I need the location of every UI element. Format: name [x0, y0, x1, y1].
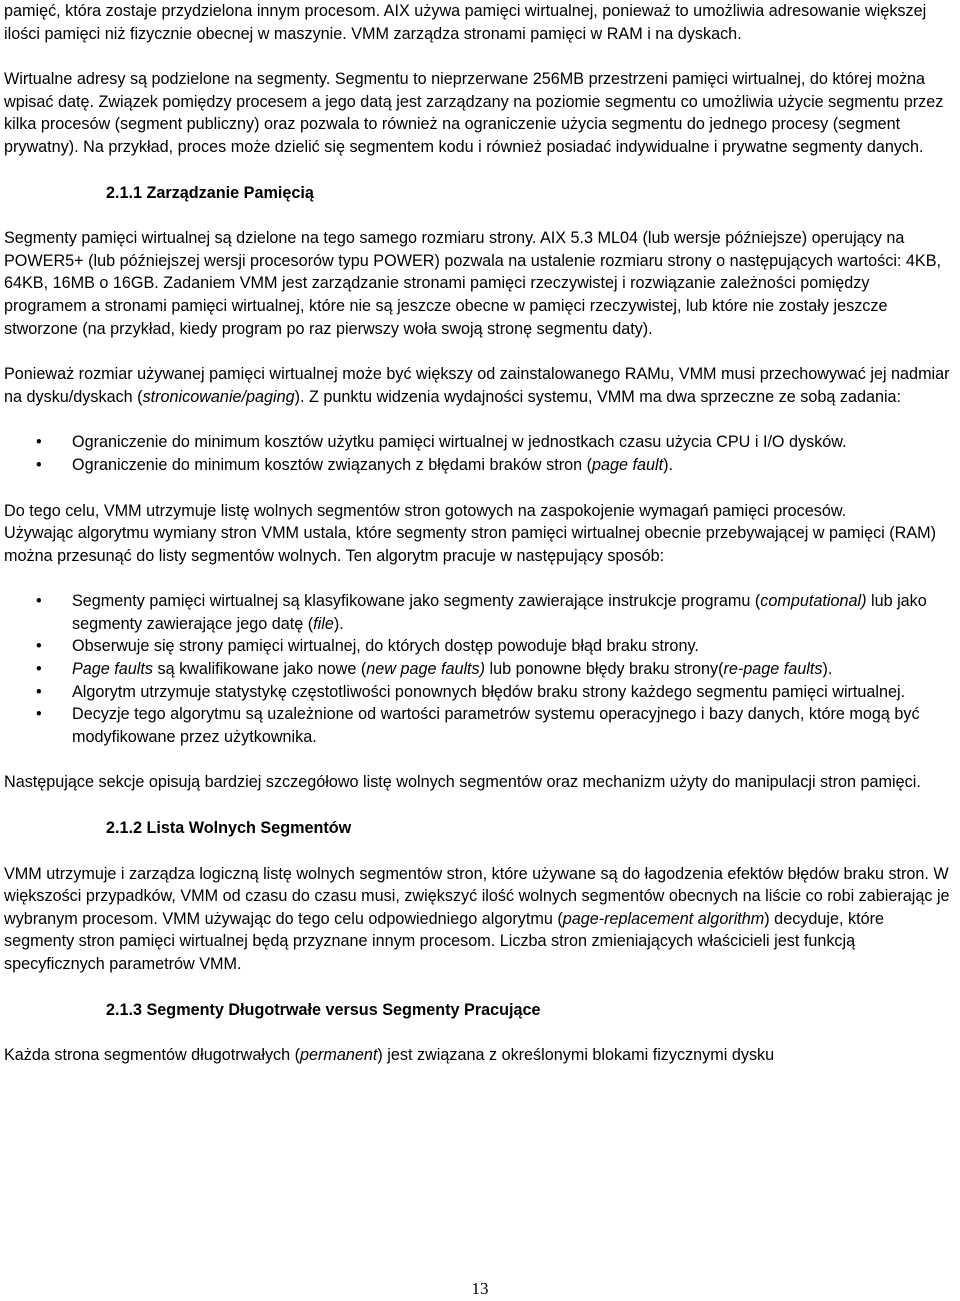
paragraph-permanent-segments: [4, 1044, 956, 1067]
list-item: [4, 681, 956, 704]
page-number: 13: [471, 1279, 489, 1298]
bullet-icon: •: [36, 433, 42, 452]
text-run: ). Z punktu widzenia wydajności systemu, VMM ma dwa sprzeczne ze sobą zadania:: [294, 387, 902, 406]
bullet-icon: •: [36, 682, 42, 701]
list-item: [4, 454, 956, 477]
text-run: Obserwuje się strony pamięci wirtualnej, do których dostęp powoduje błąd braku strony.: [72, 637, 699, 656]
list-item: [4, 658, 956, 681]
heading-2-1-3: 2.1.3 Segmenty Długotrwałe versus Segmenty Pracujące: [106, 1000, 541, 1019]
text-run: Ponieważ rozmiar używanej pamięci wirtualnej może być większy od zainstalowanego RAMu, VMM musi przechowywać jej nadmiar na dysku/dyskach (: [4, 365, 950, 406]
paragraph-next-sections: Następujące sekcje opisują bardziej szczegółowo listę wolnych segmentów oraz mechanizm użyty do manipulacji stron pamięci.: [4, 773, 921, 792]
emphasis: page fault: [592, 455, 664, 474]
document-page: [4, 0, 956, 1067]
list-item: [4, 635, 956, 658]
paragraph-segments: Wirtualne adresy są podzielone na segmenty. Segmentu to nieprzerwane 256MB przestrzeni pamięci wirtualnej, do której można wpisać datę. Związek pomiędzy procesem a jego datą jest zarządzany na poziomie segmentu co umożliwia użycie segmentu przez kilka procesów (segment publiczny) oraz pozwala to również na ograniczenie użycia segmentu do jednego procesy (segment prywatny). Na przykład, proces może dzielić się segmentem kodu i również posiadać indywidualne i prywatne segmenty danych.: [4, 70, 944, 156]
paragraph-paging: [4, 363, 956, 408]
paragraph-memory-management: Segmenty pamięci wirtualnej są dzielone na tego samego rozmiaru strony. AIX 5.3 ML04 (lub wersje późniejsze) operujący na POWER5+ (lub późniejszej wersji procesorów typu POWER) pozwala na ustalenie rozmiaru strony o następujących wartości: 4KB, 64KB, 16MB o 16GB. Zadaniem VMM jest zarządzanie stronami pamięci rzeczywistej i rozwiązanie zależności pomiędzy programem a stronami pamięci wirtualnej, które nie są jeszcze obecne w pamięci rzeczywistej, lub które nie zostały jeszcze stworzone (na przykład, kiedy program po raz pierwszy woła swoją stronę segmentu daty).: [4, 229, 942, 338]
bullet-icon: •: [36, 660, 42, 679]
emphasis: file: [313, 614, 334, 633]
paragraph-free-list: Do tego celu, VMM utrzymuje listę wolnych segmentów stron gotowych na zaspokojenie wymagań pamięci procesów.: [4, 501, 847, 520]
paragraph-free-segments: [4, 863, 956, 976]
text-run: Algorytm utrzymuje statystykę częstotliwości ponownych błędów braku strony każdego segmentu pamięci wirtualnej.: [72, 682, 906, 701]
text-run: ).: [822, 660, 833, 679]
text-run: VMM utrzymuje i zarządza logiczną listę wolnych segmentów stron, które używane są do łagodzenia efektów błędów braku stron. W większości przypadków, VMM od czasu do czasu musi, zwiększyć ilość wolnych segmentów obecnych na liście co robi zabierając je wybranym procesom. VMM używając do tego celu odpowiedniego algorytmu (: [4, 864, 950, 928]
paragraph-intro: pamięć, która zostaje przydzielona innym procesom. AIX używa pamięci wirtualnej, ponieważ to umożliwia adresowanie większej ilości pamięci niż fizycznie obecnej w maszynie. VMM zarządza stronami pamięci w RAM i na dyskach.: [4, 2, 927, 43]
emphasis: Page faults: [72, 660, 153, 679]
bullet-icon: •: [36, 592, 42, 611]
list-item: [4, 590, 956, 635]
text-run: ).: [333, 614, 344, 633]
emphasis: computational): [760, 592, 867, 611]
heading-2-1-1: 2.1.1 Zarządzanie Pamięcią: [106, 183, 314, 202]
text-run: Ograniczenie do minimum kosztów związanych z błędami braków stron (: [72, 455, 592, 474]
bullet-icon: •: [36, 705, 42, 724]
bullet-icon: •: [36, 637, 42, 656]
bullet-icon: •: [36, 455, 42, 474]
heading-2-1-2: 2.1.2 Lista Wolnych Segmentów: [106, 819, 352, 838]
text-run: Ograniczenie do minimum kosztów użytku pamięci wirtualnej w jednostkach czasu użycia CPU i I/O dysków.: [72, 433, 847, 452]
emphasis: page-replacement algorithm: [562, 909, 765, 928]
paragraph-page-replacement: Używając algorytmu wymiany stron VMM ustala, które segmenty stron pamięci wirtualnej obecnie przebywającej w pamięci (RAM) można przesunąć do listy segmentów wolnych. Ten algorytm pracuje w następujący sposób:: [4, 524, 937, 565]
emphasis: re-page faults: [723, 660, 823, 679]
list-item: [4, 431, 956, 454]
text-run: ) jest związana z określonymi blokami fizycznymi dysku: [377, 1046, 775, 1065]
emphasis: new page faults): [366, 660, 486, 679]
text-run: są kwalifikowane jako nowe (: [153, 660, 367, 679]
text-run: lub jako segmenty zawierające jego datę (: [72, 592, 927, 633]
text-run: ) decyduje, które segmenty stron pamięci wirtualnej będą przyznane innym procesom. Liczba stron zmieniających właścicieli jest funkcją specyficznych parametrów VMM.: [4, 909, 884, 973]
emphasis-paging: stronicowanie/paging: [142, 387, 295, 406]
list-vmm-tasks: [4, 431, 956, 476]
text-run: Segmenty pamięci wirtualnej są klasyfikowane jako segmenty zawierające instrukcje programu (: [72, 592, 761, 611]
text-run: ).: [663, 455, 673, 474]
text-run: lub ponowne błędy braku strony(: [485, 660, 724, 679]
list-algorithm: [4, 590, 956, 748]
list-item: [4, 703, 956, 748]
emphasis: permanent: [300, 1046, 378, 1065]
text-run: Decyzje tego algorytmu są uzależnione od wartości parametrów systemu operacyjnego i bazy danych, które mogą być modyfikowane przez użytkownika.: [72, 705, 920, 746]
text-run: Każda strona segmentów długotrwałych (: [4, 1046, 301, 1065]
